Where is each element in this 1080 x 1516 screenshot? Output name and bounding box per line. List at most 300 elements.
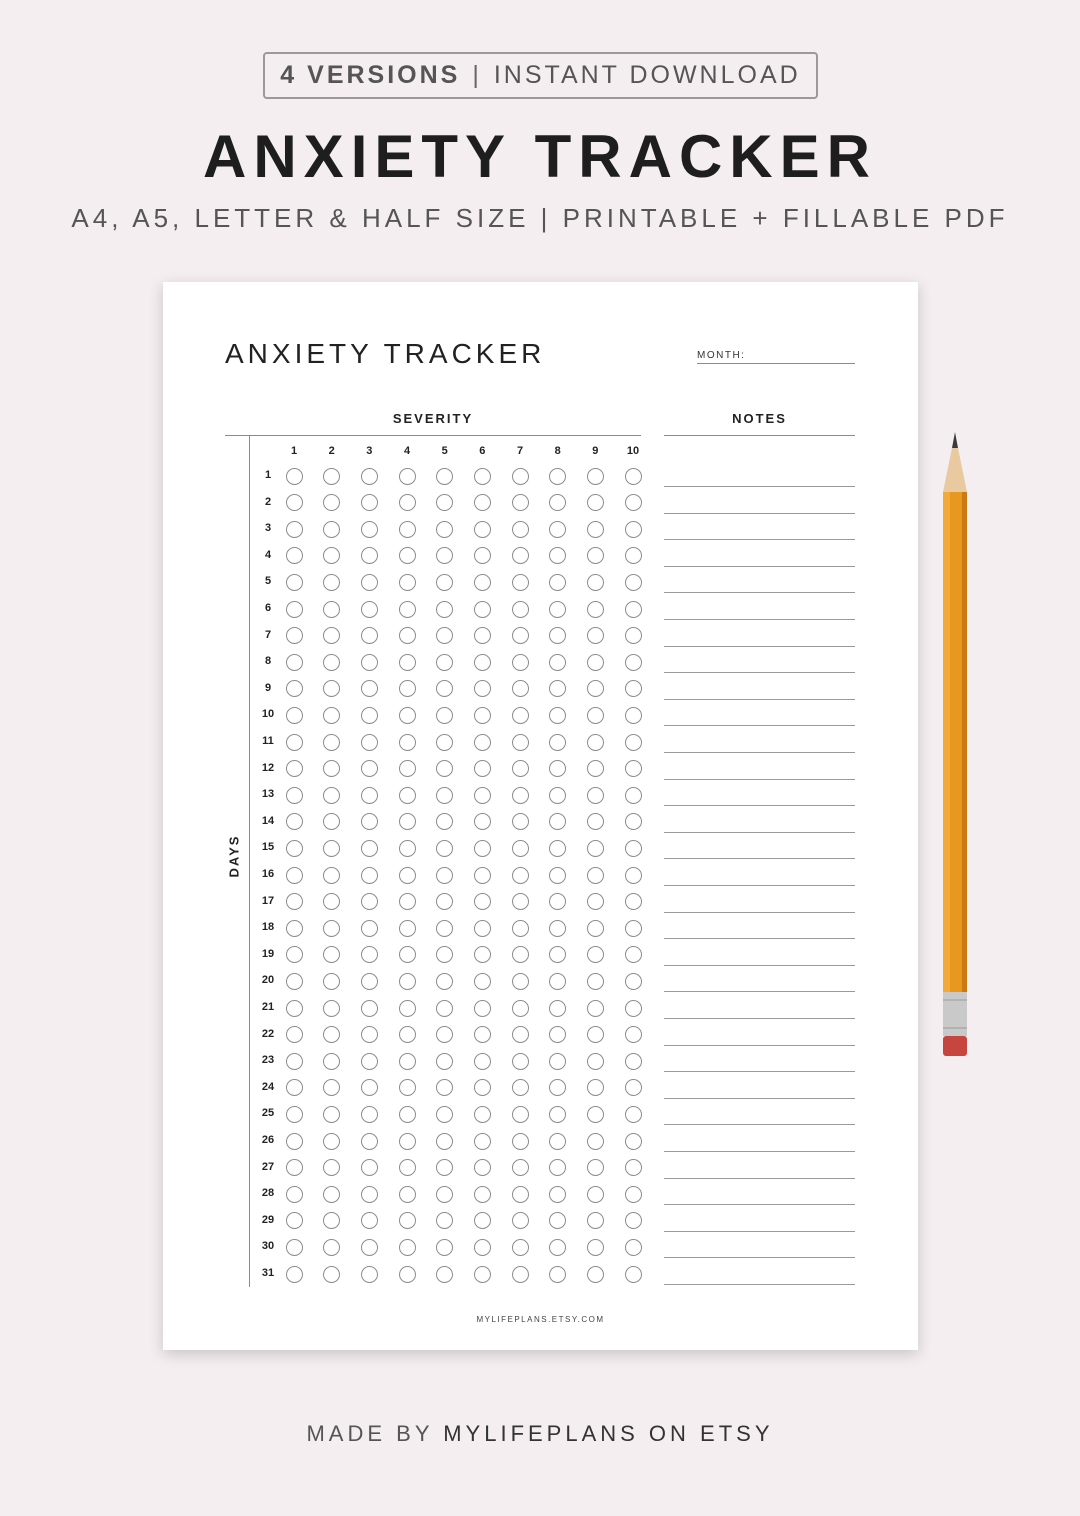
severity-bubble[interactable]	[286, 468, 303, 485]
severity-bubble[interactable]	[474, 840, 491, 857]
severity-bubble[interactable]	[474, 494, 491, 511]
severity-bubble[interactable]	[361, 680, 378, 697]
note-line[interactable]	[664, 1178, 855, 1179]
severity-bubble[interactable]	[587, 1053, 604, 1070]
severity-bubble[interactable]	[399, 1266, 416, 1283]
severity-bubble[interactable]	[399, 1053, 416, 1070]
severity-bubble[interactable]	[323, 1212, 340, 1229]
severity-bubble[interactable]	[625, 1026, 642, 1043]
severity-bubble[interactable]	[361, 1133, 378, 1150]
severity-bubble[interactable]	[286, 920, 303, 937]
note-line[interactable]	[664, 938, 855, 939]
severity-bubble[interactable]	[436, 893, 453, 910]
severity-bubble[interactable]	[587, 494, 604, 511]
severity-bubble[interactable]	[399, 521, 416, 538]
severity-bubble[interactable]	[474, 547, 491, 564]
severity-bubble[interactable]	[587, 707, 604, 724]
severity-bubble[interactable]	[361, 946, 378, 963]
severity-bubble[interactable]	[399, 920, 416, 937]
severity-bubble[interactable]	[323, 734, 340, 751]
note-line[interactable]	[664, 779, 855, 780]
severity-bubble[interactable]	[625, 601, 642, 618]
severity-bubble[interactable]	[399, 707, 416, 724]
severity-bubble[interactable]	[512, 893, 529, 910]
severity-bubble[interactable]	[474, 787, 491, 804]
note-line[interactable]	[664, 991, 855, 992]
severity-bubble[interactable]	[286, 840, 303, 857]
severity-bubble[interactable]	[323, 760, 340, 777]
severity-bubble[interactable]	[399, 1186, 416, 1203]
note-line[interactable]	[664, 832, 855, 833]
severity-bubble[interactable]	[436, 1053, 453, 1070]
severity-bubble[interactable]	[399, 1026, 416, 1043]
severity-bubble[interactable]	[399, 1212, 416, 1229]
severity-bubble[interactable]	[361, 574, 378, 591]
severity-bubble[interactable]	[549, 521, 566, 538]
severity-bubble[interactable]	[474, 521, 491, 538]
severity-bubble[interactable]	[323, 547, 340, 564]
severity-bubble[interactable]	[625, 547, 642, 564]
note-line[interactable]	[664, 699, 855, 700]
note-line[interactable]	[664, 858, 855, 859]
severity-bubble[interactable]	[549, 680, 566, 697]
severity-bubble[interactable]	[512, 1212, 529, 1229]
severity-bubble[interactable]	[512, 521, 529, 538]
note-line[interactable]	[664, 1151, 855, 1152]
severity-bubble[interactable]	[474, 1000, 491, 1017]
severity-bubble[interactable]	[587, 893, 604, 910]
severity-bubble[interactable]	[625, 973, 642, 990]
severity-bubble[interactable]	[587, 734, 604, 751]
severity-bubble[interactable]	[323, 1079, 340, 1096]
severity-bubble[interactable]	[399, 813, 416, 830]
severity-bubble[interactable]	[286, 1053, 303, 1070]
severity-bubble[interactable]	[361, 1053, 378, 1070]
severity-bubble[interactable]	[512, 601, 529, 618]
severity-bubble[interactable]	[399, 787, 416, 804]
severity-bubble[interactable]	[549, 1239, 566, 1256]
severity-bubble[interactable]	[474, 574, 491, 591]
severity-bubble[interactable]	[474, 867, 491, 884]
severity-bubble[interactable]	[323, 654, 340, 671]
severity-bubble[interactable]	[625, 840, 642, 857]
severity-bubble[interactable]	[436, 521, 453, 538]
severity-bubble[interactable]	[286, 1133, 303, 1150]
severity-bubble[interactable]	[361, 760, 378, 777]
severity-bubble[interactable]	[549, 707, 566, 724]
severity-bubble[interactable]	[436, 813, 453, 830]
severity-bubble[interactable]	[323, 867, 340, 884]
severity-bubble[interactable]	[625, 1053, 642, 1070]
severity-bubble[interactable]	[323, 494, 340, 511]
severity-bubble[interactable]	[512, 1079, 529, 1096]
severity-bubble[interactable]	[512, 787, 529, 804]
severity-bubble[interactable]	[474, 654, 491, 671]
severity-bubble[interactable]	[587, 574, 604, 591]
severity-bubble[interactable]	[512, 946, 529, 963]
severity-bubble[interactable]	[549, 1000, 566, 1017]
severity-bubble[interactable]	[587, 787, 604, 804]
severity-bubble[interactable]	[512, 468, 529, 485]
severity-bubble[interactable]	[286, 1186, 303, 1203]
severity-bubble[interactable]	[512, 867, 529, 884]
note-line[interactable]	[664, 1098, 855, 1099]
severity-bubble[interactable]	[549, 867, 566, 884]
note-line[interactable]	[664, 513, 855, 514]
severity-bubble[interactable]	[436, 680, 453, 697]
severity-bubble[interactable]	[625, 1079, 642, 1096]
severity-bubble[interactable]	[399, 627, 416, 644]
severity-bubble[interactable]	[323, 680, 340, 697]
severity-bubble[interactable]	[474, 1159, 491, 1176]
severity-bubble[interactable]	[625, 574, 642, 591]
severity-bubble[interactable]	[549, 627, 566, 644]
severity-bubble[interactable]	[361, 468, 378, 485]
severity-bubble[interactable]	[474, 760, 491, 777]
severity-bubble[interactable]	[625, 1212, 642, 1229]
severity-bubble[interactable]	[512, 1000, 529, 1017]
severity-bubble[interactable]	[361, 521, 378, 538]
note-line[interactable]	[664, 672, 855, 673]
severity-bubble[interactable]	[286, 734, 303, 751]
severity-bubble[interactable]	[436, 468, 453, 485]
severity-bubble[interactable]	[399, 973, 416, 990]
severity-bubble[interactable]	[323, 840, 340, 857]
severity-bubble[interactable]	[625, 1133, 642, 1150]
severity-bubble[interactable]	[625, 946, 642, 963]
severity-bubble[interactable]	[436, 1106, 453, 1123]
severity-bubble[interactable]	[474, 1026, 491, 1043]
severity-bubble[interactable]	[361, 1106, 378, 1123]
severity-bubble[interactable]	[436, 1266, 453, 1283]
severity-bubble[interactable]	[512, 1186, 529, 1203]
severity-bubble[interactable]	[399, 468, 416, 485]
severity-bubble[interactable]	[323, 946, 340, 963]
severity-bubble[interactable]	[587, 1000, 604, 1017]
severity-bubble[interactable]	[549, 1186, 566, 1203]
severity-bubble[interactable]	[361, 1026, 378, 1043]
severity-bubble[interactable]	[323, 1266, 340, 1283]
severity-bubble[interactable]	[587, 1186, 604, 1203]
note-line[interactable]	[664, 1257, 855, 1258]
severity-bubble[interactable]	[587, 973, 604, 990]
severity-bubble[interactable]	[399, 1133, 416, 1150]
severity-bubble[interactable]	[361, 893, 378, 910]
severity-bubble[interactable]	[286, 1000, 303, 1017]
severity-bubble[interactable]	[474, 920, 491, 937]
severity-bubble[interactable]	[625, 1266, 642, 1283]
severity-bubble[interactable]	[399, 840, 416, 857]
severity-bubble[interactable]	[512, 1026, 529, 1043]
severity-bubble[interactable]	[399, 574, 416, 591]
severity-bubble[interactable]	[625, 468, 642, 485]
severity-bubble[interactable]	[512, 813, 529, 830]
severity-bubble[interactable]	[399, 1159, 416, 1176]
severity-bubble[interactable]	[549, 946, 566, 963]
severity-bubble[interactable]	[474, 1106, 491, 1123]
severity-bubble[interactable]	[361, 840, 378, 857]
severity-bubble[interactable]	[549, 547, 566, 564]
severity-bubble[interactable]	[512, 547, 529, 564]
severity-bubble[interactable]	[399, 1106, 416, 1123]
severity-bubble[interactable]	[512, 1133, 529, 1150]
severity-bubble[interactable]	[436, 547, 453, 564]
severity-bubble[interactable]	[286, 946, 303, 963]
note-line[interactable]	[664, 539, 855, 540]
severity-bubble[interactable]	[474, 1266, 491, 1283]
severity-bubble[interactable]	[436, 1000, 453, 1017]
severity-bubble[interactable]	[286, 973, 303, 990]
note-line[interactable]	[664, 566, 855, 567]
severity-bubble[interactable]	[512, 654, 529, 671]
severity-bubble[interactable]	[587, 1133, 604, 1150]
severity-bubble[interactable]	[323, 973, 340, 990]
severity-bubble[interactable]	[587, 920, 604, 937]
severity-bubble[interactable]	[587, 601, 604, 618]
severity-bubble[interactable]	[436, 867, 453, 884]
note-line[interactable]	[664, 619, 855, 620]
severity-bubble[interactable]	[474, 1053, 491, 1070]
severity-bubble[interactable]	[399, 760, 416, 777]
severity-bubble[interactable]	[549, 840, 566, 857]
severity-bubble[interactable]	[436, 1186, 453, 1203]
severity-bubble[interactable]	[587, 1159, 604, 1176]
severity-bubble[interactable]	[474, 813, 491, 830]
severity-bubble[interactable]	[512, 760, 529, 777]
severity-bubble[interactable]	[436, 1079, 453, 1096]
severity-bubble[interactable]	[587, 813, 604, 830]
severity-bubble[interactable]	[549, 1053, 566, 1070]
severity-bubble[interactable]	[436, 1239, 453, 1256]
note-line[interactable]	[664, 752, 855, 753]
severity-bubble[interactable]	[399, 734, 416, 751]
severity-bubble[interactable]	[549, 893, 566, 910]
severity-bubble[interactable]	[286, 1212, 303, 1229]
severity-bubble[interactable]	[323, 1053, 340, 1070]
severity-bubble[interactable]	[625, 1106, 642, 1123]
severity-bubble[interactable]	[549, 1026, 566, 1043]
note-line[interactable]	[664, 1284, 855, 1285]
note-line[interactable]	[664, 1018, 855, 1019]
severity-bubble[interactable]	[361, 627, 378, 644]
severity-bubble[interactable]	[587, 521, 604, 538]
severity-bubble[interactable]	[436, 1133, 453, 1150]
severity-bubble[interactable]	[549, 574, 566, 591]
severity-bubble[interactable]	[474, 680, 491, 697]
severity-bubble[interactable]	[323, 601, 340, 618]
severity-bubble[interactable]	[361, 1239, 378, 1256]
severity-bubble[interactable]	[625, 1159, 642, 1176]
severity-bubble[interactable]	[286, 707, 303, 724]
severity-bubble[interactable]	[512, 707, 529, 724]
severity-bubble[interactable]	[587, 1266, 604, 1283]
severity-bubble[interactable]	[323, 521, 340, 538]
severity-bubble[interactable]	[436, 946, 453, 963]
severity-bubble[interactable]	[323, 1159, 340, 1176]
severity-bubble[interactable]	[625, 867, 642, 884]
month-field[interactable]: MONTH:	[697, 350, 855, 364]
severity-bubble[interactable]	[399, 601, 416, 618]
severity-bubble[interactable]	[549, 973, 566, 990]
severity-bubble[interactable]	[625, 760, 642, 777]
severity-bubble[interactable]	[625, 893, 642, 910]
severity-bubble[interactable]	[361, 813, 378, 830]
severity-bubble[interactable]	[474, 893, 491, 910]
severity-bubble[interactable]	[436, 627, 453, 644]
severity-bubble[interactable]	[474, 468, 491, 485]
severity-bubble[interactable]	[474, 1133, 491, 1150]
severity-bubble[interactable]	[286, 680, 303, 697]
severity-bubble[interactable]	[625, 494, 642, 511]
severity-bubble[interactable]	[625, 1000, 642, 1017]
severity-bubble[interactable]	[286, 654, 303, 671]
severity-bubble[interactable]	[474, 1186, 491, 1203]
note-line[interactable]	[664, 486, 855, 487]
severity-bubble[interactable]	[323, 707, 340, 724]
severity-bubble[interactable]	[436, 707, 453, 724]
severity-bubble[interactable]	[587, 468, 604, 485]
severity-bubble[interactable]	[587, 654, 604, 671]
severity-bubble[interactable]	[286, 1106, 303, 1123]
severity-bubble[interactable]	[512, 1053, 529, 1070]
note-line[interactable]	[664, 965, 855, 966]
severity-bubble[interactable]	[587, 1079, 604, 1096]
severity-bubble[interactable]	[512, 627, 529, 644]
severity-bubble[interactable]	[399, 946, 416, 963]
severity-bubble[interactable]	[361, 1159, 378, 1176]
severity-bubble[interactable]	[436, 840, 453, 857]
severity-bubble[interactable]	[587, 627, 604, 644]
severity-bubble[interactable]	[512, 1239, 529, 1256]
severity-bubble[interactable]	[361, 601, 378, 618]
severity-bubble[interactable]	[323, 1026, 340, 1043]
severity-bubble[interactable]	[512, 973, 529, 990]
severity-bubble[interactable]	[286, 547, 303, 564]
severity-bubble[interactable]	[399, 1000, 416, 1017]
severity-bubble[interactable]	[436, 1212, 453, 1229]
severity-bubble[interactable]	[286, 760, 303, 777]
note-line[interactable]	[664, 1045, 855, 1046]
severity-bubble[interactable]	[474, 707, 491, 724]
severity-bubble[interactable]	[436, 734, 453, 751]
severity-bubble[interactable]	[474, 973, 491, 990]
severity-bubble[interactable]	[474, 627, 491, 644]
severity-bubble[interactable]	[323, 813, 340, 830]
severity-bubble[interactable]	[587, 1106, 604, 1123]
severity-bubble[interactable]	[587, 760, 604, 777]
severity-bubble[interactable]	[549, 1212, 566, 1229]
severity-bubble[interactable]	[512, 574, 529, 591]
severity-bubble[interactable]	[549, 1159, 566, 1176]
note-line[interactable]	[664, 885, 855, 886]
severity-bubble[interactable]	[549, 1079, 566, 1096]
severity-bubble[interactable]	[323, 574, 340, 591]
severity-bubble[interactable]	[512, 1159, 529, 1176]
severity-bubble[interactable]	[361, 1186, 378, 1203]
severity-bubble[interactable]	[361, 920, 378, 937]
severity-bubble[interactable]	[625, 787, 642, 804]
severity-bubble[interactable]	[587, 840, 604, 857]
severity-bubble[interactable]	[587, 1239, 604, 1256]
severity-bubble[interactable]	[625, 734, 642, 751]
severity-bubble[interactable]	[474, 1239, 491, 1256]
severity-bubble[interactable]	[323, 627, 340, 644]
severity-bubble[interactable]	[286, 1079, 303, 1096]
severity-bubble[interactable]	[625, 707, 642, 724]
severity-bubble[interactable]	[549, 1106, 566, 1123]
severity-bubble[interactable]	[474, 1079, 491, 1096]
severity-bubble[interactable]	[549, 468, 566, 485]
severity-bubble[interactable]	[361, 547, 378, 564]
severity-bubble[interactable]	[512, 734, 529, 751]
severity-bubble[interactable]	[286, 1159, 303, 1176]
severity-bubble[interactable]	[323, 1000, 340, 1017]
note-line[interactable]	[664, 1124, 855, 1125]
severity-bubble[interactable]	[436, 787, 453, 804]
severity-bubble[interactable]	[474, 946, 491, 963]
severity-bubble[interactable]	[361, 707, 378, 724]
severity-bubble[interactable]	[512, 1266, 529, 1283]
severity-bubble[interactable]	[323, 1239, 340, 1256]
severity-bubble[interactable]	[587, 547, 604, 564]
note-line[interactable]	[664, 725, 855, 726]
severity-bubble[interactable]	[286, 601, 303, 618]
severity-bubble[interactable]	[286, 1266, 303, 1283]
severity-bubble[interactable]	[399, 547, 416, 564]
severity-bubble[interactable]	[549, 1133, 566, 1150]
severity-bubble[interactable]	[625, 521, 642, 538]
severity-bubble[interactable]	[399, 867, 416, 884]
severity-bubble[interactable]	[625, 1239, 642, 1256]
severity-bubble[interactable]	[587, 680, 604, 697]
note-line[interactable]	[664, 1071, 855, 1072]
severity-bubble[interactable]	[436, 1159, 453, 1176]
note-line[interactable]	[664, 1204, 855, 1205]
severity-bubble[interactable]	[549, 787, 566, 804]
severity-bubble[interactable]	[512, 840, 529, 857]
severity-bubble[interactable]	[436, 654, 453, 671]
severity-bubble[interactable]	[323, 1133, 340, 1150]
severity-bubble[interactable]	[512, 1106, 529, 1123]
severity-bubble[interactable]	[549, 494, 566, 511]
note-line[interactable]	[664, 592, 855, 593]
severity-bubble[interactable]	[625, 654, 642, 671]
severity-bubble[interactable]	[399, 893, 416, 910]
severity-bubble[interactable]	[361, 1079, 378, 1096]
severity-bubble[interactable]	[587, 1026, 604, 1043]
severity-bubble[interactable]	[286, 627, 303, 644]
severity-bubble[interactable]	[361, 1212, 378, 1229]
severity-bubble[interactable]	[323, 468, 340, 485]
severity-bubble[interactable]	[399, 1239, 416, 1256]
severity-bubble[interactable]	[323, 893, 340, 910]
severity-bubble[interactable]	[361, 1000, 378, 1017]
severity-bubble[interactable]	[549, 920, 566, 937]
severity-bubble[interactable]	[361, 867, 378, 884]
severity-bubble[interactable]	[474, 734, 491, 751]
severity-bubble[interactable]	[549, 813, 566, 830]
severity-bubble[interactable]	[625, 813, 642, 830]
severity-bubble[interactable]	[286, 1026, 303, 1043]
severity-bubble[interactable]	[286, 813, 303, 830]
note-line[interactable]	[664, 805, 855, 806]
severity-bubble[interactable]	[474, 601, 491, 618]
severity-bubble[interactable]	[399, 494, 416, 511]
severity-bubble[interactable]	[361, 787, 378, 804]
severity-bubble[interactable]	[587, 1212, 604, 1229]
severity-bubble[interactable]	[286, 867, 303, 884]
severity-bubble[interactable]	[436, 760, 453, 777]
